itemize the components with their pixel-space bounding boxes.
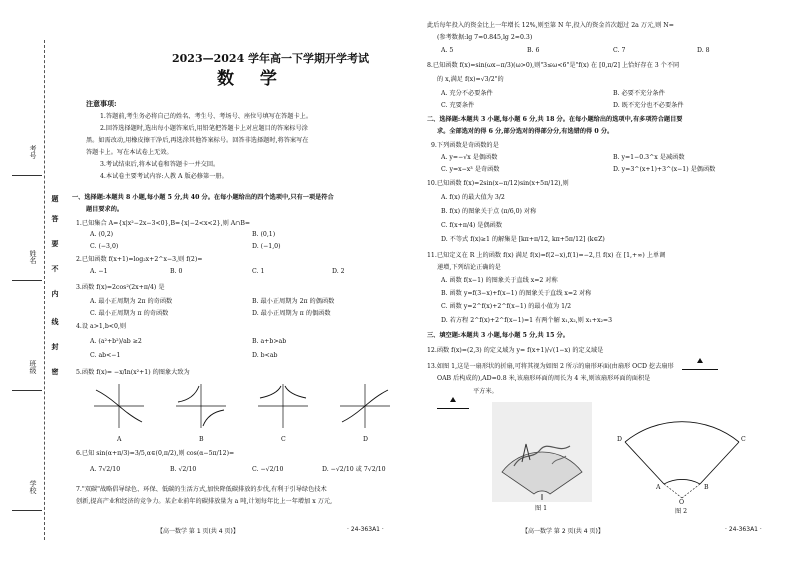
figure1-caption: 图 1 — [535, 505, 548, 512]
q11-opt-b: B. 函数 y=f(3−x)+f(x−1) 的图象关于直线 x=2 对称 — [441, 290, 592, 297]
q1-opt-b: B. (0,1) — [252, 231, 276, 238]
note-item: 答题卡上。写在本试卷上无效。 — [86, 149, 173, 156]
q11-opt-c: C. 函数 y=2^f(x)+2^f(x−1) 的最小值为 1/2 — [441, 303, 572, 310]
q12-stem: 12.函数 f(x)=(2,3) 的定义域为 y= f(x+1)/√(1−x) 的定义域是 — [427, 347, 604, 354]
note-item: 黑。如需改动,用橡皮擦干净后,再选涂其他答案标号。回答非选择题时,将答案写在 — [86, 137, 309, 144]
q5-label-b: B — [199, 436, 204, 443]
q5-label-d: D — [363, 436, 368, 443]
q5-label-c: C — [281, 436, 286, 443]
binding-label-name: 姓名 — [29, 250, 37, 264]
seal-char: 不 — [51, 265, 60, 272]
q11-opt-a: A. 函数 f(x−1) 的图象关于直线 x=2 对称 — [441, 277, 558, 284]
q8-opt-d: D. 既不充分也不必要条件 — [613, 102, 684, 109]
q1-opt-d: D. (−1,0) — [252, 243, 281, 250]
seal-char: 线 — [51, 318, 60, 325]
point-b-label: B — [704, 484, 709, 491]
point-d-label: D — [617, 436, 622, 443]
right-column — [427, 0, 787, 561]
q9-opt-d: D. y=3^(x+1)+3^(x−1) 是偶函数 — [613, 166, 716, 173]
q3-opt-d: D. 最小正周期为 π 的偶函数 — [252, 310, 331, 317]
binding-dashed-line — [44, 40, 45, 540]
q6-opt-c: C. −√2/10 — [252, 466, 284, 473]
q13-answer-blank — [437, 389, 469, 409]
seal-char: 要 — [51, 240, 60, 247]
q10-opt-d: D. 不等式 f(x)≥1 的解集是 [kπ+π/12, kπ+5π/12] (k∈Z) — [441, 236, 605, 243]
exam-title: 2023—2024 学年高一下学期开学考试 — [172, 52, 370, 65]
q2-stem: 2.已知函数 f(x+1)=log₂x+2^x−3,则 f(2)= — [76, 256, 203, 263]
q2-opt-c: C. 1 — [252, 268, 265, 275]
q7-opt-a: A. 5 — [441, 47, 454, 54]
point-o-label: O — [679, 499, 685, 506]
q5-graph-d — [340, 384, 390, 428]
q5-graph-c — [258, 384, 308, 428]
q5-stem: 5.函数 f(x)= −x/ln(x²+1) 的图象大致为 — [76, 369, 190, 376]
q5-graphs — [94, 382, 394, 434]
q10-opt-b: B. f(x) 的图象关于点 (π/6,0) 对称 — [441, 208, 537, 215]
q9-stem: 9.下列函数是奇函数的是 — [431, 142, 499, 149]
binding-label-exam-id: 考号 — [29, 145, 37, 159]
q3-opt-a: A. 最小正周期为 2π 的奇函数 — [90, 298, 173, 305]
answer-marker-icon — [450, 397, 456, 402]
q12-answer-blank — [682, 350, 718, 370]
q8-line1: 8.已知函数 f(x)=sin(ωx−π/3)(ω>0),则"3≤ω<6"是"f(x) 在 [0,π/2] 上恰好存在 3 个不同 — [427, 62, 680, 69]
q3-opt-c: C. 最小正周期为 π 的奇函数 — [90, 310, 169, 317]
binding-label-class: 班级 — [29, 360, 37, 374]
figure2-caption: 图 2 — [675, 508, 688, 515]
footer-left-code: · 24-363A1 · — [347, 526, 384, 533]
q13-line3: 平方米。 — [473, 388, 498, 395]
section3-heading: 三、填空题:本题共 3 小题,每小题 5 分,共 15 分。 — [427, 332, 569, 339]
q3-opt-b: B. 最小正周期为 2π 的偶函数 — [252, 298, 335, 305]
q11-line1: 11.已知定义在 R 上的函数 f(x) 满足 f(x)=f(2−x),f(1)=−2,且 f(x) 在 [1,+∞) 上单调 — [427, 252, 666, 259]
q9-opt-c: C. y=x−x³ 是奇函数 — [441, 166, 500, 173]
q4-opt-c: C. ab<−1 — [90, 352, 121, 359]
q7-opt-b: B. 6 — [527, 47, 540, 54]
q6-stem: 6.已知 sin(α+π/3)=3/5,α∈(0,π/2),则 cos(α−5π/12)= — [76, 450, 235, 457]
q4-opt-b: B. a+b>ab — [252, 338, 287, 345]
q1-opt-a: A. (0,2) — [90, 231, 114, 238]
seal-char: 答 — [51, 215, 60, 222]
name-line — [12, 280, 42, 281]
folding-fan-photo — [492, 402, 592, 502]
section1-heading: 一、选择题:本题共 8 小题,每小题 5 分,共 40 分。在每小题给出的四个选项中,只有一项是符合 — [72, 194, 334, 201]
q9-opt-b: B. y=1−0.3^x 是减函数 — [613, 154, 685, 161]
q10-opt-a: A. f(x) 的最大值为 3/2 — [441, 194, 505, 201]
q4-opt-d: D. b<ab — [252, 352, 278, 359]
q6-opt-a: A. 7√2/10 — [90, 466, 121, 473]
footer-right: 【高一数学 第 2 页(共 4 页)】 — [522, 528, 604, 535]
q8-opt-c: C. 充要条件 — [441, 102, 475, 109]
class-line — [12, 390, 42, 391]
left-column — [72, 0, 417, 561]
q8-line2: 的 x,满足 f(x)=√3/2"的 — [437, 76, 504, 83]
note-item: 1.答题前,考生务必将自己的姓名、考生号、考场号、座位号填写在答题卡上。 — [100, 113, 313, 120]
q7-line4: (参考数据:lg 7≈0.845,lg 2≈0.3) — [437, 34, 533, 41]
q5-graph-b — [176, 384, 226, 428]
q6-opt-b: B. √2/10 — [170, 466, 197, 473]
q7-line2: 创新,提高产业和经济的竞争力。某企业前年的碳排放量为 a 吨,计划每年比上一年增加 x 万元, — [76, 498, 333, 505]
q8-opt-a: A. 充分不必要条件 — [441, 90, 493, 97]
school-line — [12, 510, 42, 511]
binding-label-school: 学校 — [29, 480, 37, 494]
seal-char: 封 — [51, 343, 60, 350]
q7-opt-c: C. 7 — [613, 47, 626, 54]
seal-char: 题 — [51, 195, 60, 202]
q5-label-a: A — [117, 436, 122, 443]
q2-opt-b: B. 0 — [170, 268, 183, 275]
annular-sector-diagram — [617, 402, 747, 502]
q4-stem: 4.设 a>1,b<0,则 — [76, 323, 127, 330]
q6-opt-d: D. −√2/10 或 7√2/10 — [322, 466, 386, 473]
q13-line1: 13.如图 1,这是一扇形状的折扇,可将其视为如图 2 所示的扇形环面(由扇形 OCD 挖去扇形 — [427, 363, 674, 370]
q10-stem: 10.已知函数 f(x)=2sin(x−π/12)sin(x+5π/12),则 — [427, 180, 569, 187]
q5-graph-a — [94, 384, 144, 428]
q3-stem: 3.函数 f(x)=2cos²(2x+π/4) 是 — [76, 284, 165, 291]
point-c-label: C — [741, 436, 746, 443]
section2-heading: 二、选择题:本题共 3 小题,每小题 6 分,共 18 分。在每小题给出的选项中,有多项符合题目要 — [427, 116, 683, 123]
exam-id-line — [12, 175, 42, 176]
note-item: 2.回答选择题时,选出每小题答案后,用铅笔把答题卡上对应题目的答案标号涂 — [100, 125, 308, 132]
q1-stem: 1.已知集合 A={x|x²−2x−3<0},B={x|−2<x<2},则 A∩B= — [76, 220, 251, 227]
footer-left: 【高一数学 第 1 页(共 4 页)】 — [157, 528, 239, 535]
section2-heading-cont: 求。全部选对的得 6 分,部分选对的得部分分,有选错的得 0 分。 — [437, 128, 614, 135]
q7-opt-d: D. 8 — [697, 47, 710, 54]
q10-opt-c: C. f(x+π/4) 是偶函数 — [441, 222, 503, 229]
q7-line1: 7."双碳"战略倡导绿色、环保、低碳的生活方式,加快降低碳排放的步伐,有利于引导绿色技术 — [76, 486, 327, 493]
point-a-label: A — [656, 484, 661, 491]
section1-heading-cont: 题目要求的。 — [86, 206, 124, 213]
answer-marker-icon — [697, 358, 703, 363]
seal-char: 密 — [51, 368, 60, 375]
q13-line2: OAB 后构成的),AD=0.8 米,该扇形环面的周长为 4 米,则该扇形环面的面积是 — [437, 375, 651, 382]
subject-title: 数 学 — [217, 69, 287, 89]
q11-opt-d: D. 若方程 2^f(x)+2^f(x−1)=1 有两个解 x₁,x₂,则 x₁+x₂=3 — [441, 317, 613, 324]
note-item: 3.考试结束后,将本试卷和答题卡一并交回。 — [100, 161, 220, 168]
footer-right-code: · 24-363A1 · — [725, 526, 762, 533]
q2-opt-d: D. 2 — [332, 268, 345, 275]
note-item: 4.本试卷主要考试内容:人教 A 版必修第一册。 — [100, 173, 228, 180]
binding-margin — [0, 0, 66, 561]
q9-opt-a: A. y=−√x 是偶函数 — [441, 154, 498, 161]
q4-opt-a: A. (a²+b²)/ab ≥2 — [90, 338, 142, 345]
q2-opt-a: A. −1 — [90, 268, 108, 275]
q8-opt-b: B. 必要不充分条件 — [613, 90, 665, 97]
notes-heading: 注意事项: — [86, 99, 117, 108]
q7-line3: 此后每年投入的资金比上一年增长 12%,则至第 N 年,投入的资金首次超过 2a 万元,则 N= — [427, 22, 674, 29]
q11-line2: 递增,下列结论正确的是 — [437, 264, 501, 271]
q1-opt-c: C. (−3,0) — [90, 243, 119, 250]
seal-char: 内 — [51, 290, 60, 297]
